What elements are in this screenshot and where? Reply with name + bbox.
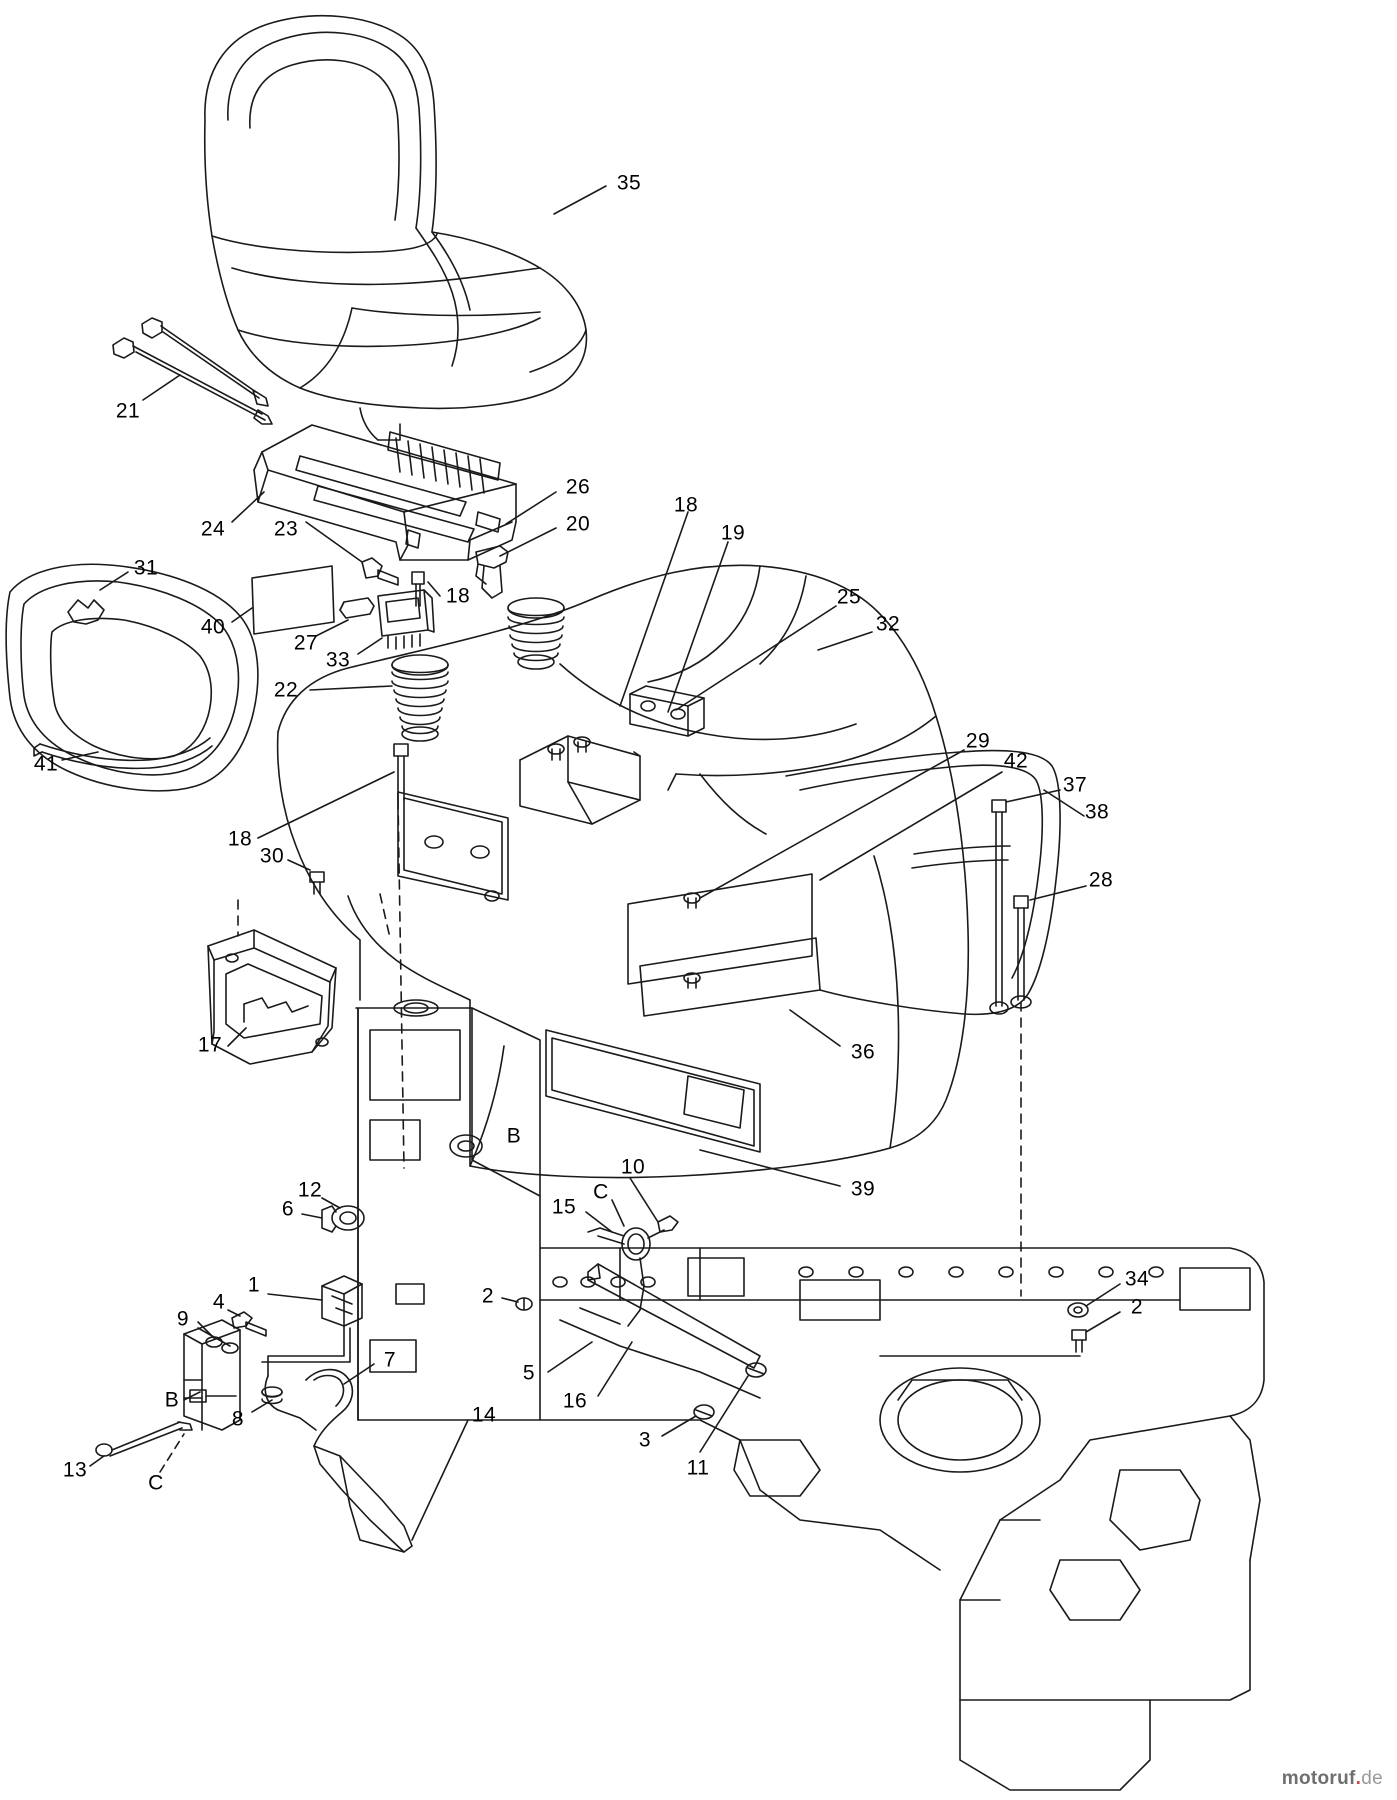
callout-23: 23 <box>273 517 299 541</box>
callout-31: 31 <box>133 556 159 580</box>
callout-29: 29 <box>965 729 991 753</box>
washer-part-34 <box>1068 1303 1088 1317</box>
leader-3 <box>662 1416 696 1436</box>
switch-part-33 <box>378 590 434 649</box>
leader-35 <box>554 186 606 214</box>
assembly-line-18c <box>398 800 404 1168</box>
spring-part-19 <box>508 598 564 669</box>
callout-b-frame: B <box>506 1124 522 1148</box>
callout-28: 28 <box>1088 868 1114 892</box>
callout-18-a: 18 <box>445 584 471 608</box>
callout-9: 9 <box>176 1307 190 1331</box>
callout-20: 20 <box>565 512 591 536</box>
watermark <box>1282 1768 1383 1790</box>
callout-c-mid: C <box>593 1180 609 1204</box>
leader-18-b <box>620 512 688 706</box>
leader-2-right <box>1086 1312 1120 1332</box>
leader-8 <box>252 1400 272 1412</box>
callout-36: 36 <box>850 1040 876 1064</box>
leader-28 <box>1030 886 1086 900</box>
callout-2-left: 2 <box>481 1284 495 1308</box>
leader-33 <box>358 638 382 654</box>
spring-part-8 <box>262 1376 316 1430</box>
callout-18-c: 18 <box>227 827 253 851</box>
callout-32: 32 <box>875 612 901 636</box>
leader-32 <box>818 632 872 650</box>
callout-30: 30 <box>259 844 285 868</box>
screw-part-2-left <box>516 1298 532 1310</box>
nut-part-3 <box>694 1405 714 1419</box>
callout-11: 11 <box>686 1456 710 1480</box>
leader-1 <box>268 1294 322 1300</box>
callout-2-right: 2 <box>1130 1295 1144 1319</box>
leader-36 <box>790 1010 840 1046</box>
bracket-part-25 <box>520 686 704 824</box>
leader-18-a <box>428 582 440 596</box>
callout-18-b: 18 <box>673 493 699 517</box>
callout-19: 19 <box>720 521 746 545</box>
callout-26: 26 <box>565 475 591 499</box>
cable-part-41 <box>34 738 212 768</box>
callout-38: 38 <box>1084 800 1110 824</box>
watermark-name: motoruf <box>1281 1768 1356 1789</box>
pad-part-29 <box>628 874 820 1016</box>
callout-14: 14 <box>471 1403 497 1427</box>
callout-40: 40 <box>200 615 226 639</box>
leader-7 <box>344 1364 374 1384</box>
pin-part-13 <box>96 1422 192 1456</box>
callout-8: 8 <box>231 1407 245 1431</box>
callout-37: 37 <box>1062 773 1088 797</box>
fender-body-part-36 <box>278 565 969 1177</box>
leader-30 <box>288 860 310 870</box>
callout-10: 10 <box>620 1155 646 1179</box>
leader-14 <box>412 1420 468 1540</box>
leader-4 <box>228 1310 240 1316</box>
screw-part-2-right <box>1072 1330 1086 1352</box>
handle-part-7 <box>306 1370 412 1552</box>
leader-22 <box>310 686 392 690</box>
leader-21 <box>143 375 180 400</box>
assembly-line-c-left <box>160 1434 184 1472</box>
callout-5: 5 <box>522 1361 536 1385</box>
leader-24 <box>232 492 264 522</box>
callout-b-left: B <box>164 1388 180 1412</box>
screw-part-4 <box>232 1312 266 1336</box>
seat-part-35 <box>205 16 587 440</box>
callout-3: 3 <box>638 1428 652 1452</box>
screw-part-18-c <box>394 744 408 800</box>
chassis-frame <box>356 1000 1264 1790</box>
callout-33: 33 <box>325 648 351 672</box>
watermark-tld: de <box>1361 1768 1383 1789</box>
leader-13 <box>90 1456 104 1466</box>
callout-35: 35 <box>616 171 642 195</box>
callout-24: 24 <box>200 517 226 541</box>
leader-16 <box>598 1342 632 1396</box>
callout-7: 7 <box>383 1348 397 1372</box>
callout-13: 13 <box>62 1458 88 1482</box>
callout-22: 22 <box>273 678 299 702</box>
callout-42: 42 <box>1003 749 1029 773</box>
leader-c-mid <box>612 1200 624 1226</box>
callout-34: 34 <box>1124 1267 1150 1291</box>
screw-part-37 <box>990 800 1008 1014</box>
spring-part-22 <box>392 655 448 741</box>
callout-16: 16 <box>562 1389 588 1413</box>
callout-17: 17 <box>197 1033 223 1057</box>
leader-42 <box>820 772 1002 880</box>
leader-6 <box>302 1214 322 1218</box>
callout-39: 39 <box>850 1177 876 1201</box>
screw-part-23 <box>362 558 398 585</box>
callout-27: 27 <box>293 631 319 655</box>
leader-39 <box>700 1150 840 1186</box>
bracket-part-1 <box>262 1276 362 1376</box>
leader-23 <box>306 522 362 562</box>
callout-41: 41 <box>33 752 59 776</box>
screw-part-28 <box>1011 896 1031 1008</box>
watermark-dot: . <box>1355 1768 1362 1789</box>
callout-12: 12 <box>297 1178 323 1202</box>
leader-10 <box>630 1178 658 1222</box>
bushing-part-27 <box>340 598 374 618</box>
callout-4: 4 <box>212 1290 226 1314</box>
bolt-part-10 <box>658 1216 678 1232</box>
cover-plate-part-40 <box>252 566 334 634</box>
rod-part-16 <box>588 1264 760 1368</box>
callout-1: 1 <box>247 1273 261 1297</box>
leader-5 <box>548 1342 592 1372</box>
callout-c-left: C <box>148 1471 164 1495</box>
leader-2-left <box>502 1298 518 1302</box>
footrest-part-17 <box>208 930 336 1064</box>
leader-34 <box>1086 1284 1120 1306</box>
callout-15: 15 <box>551 1195 577 1219</box>
callout-21: 21 <box>115 399 141 423</box>
leader-b-left <box>184 1392 200 1400</box>
leader-29 <box>700 750 964 898</box>
leader-26 <box>506 492 556 524</box>
assembly-line-17b <box>380 894 390 938</box>
trim-part-38 <box>786 751 1060 1015</box>
callout-6: 6 <box>281 1197 295 1221</box>
callout-25: 25 <box>836 585 862 609</box>
leader-18-c <box>258 772 394 838</box>
